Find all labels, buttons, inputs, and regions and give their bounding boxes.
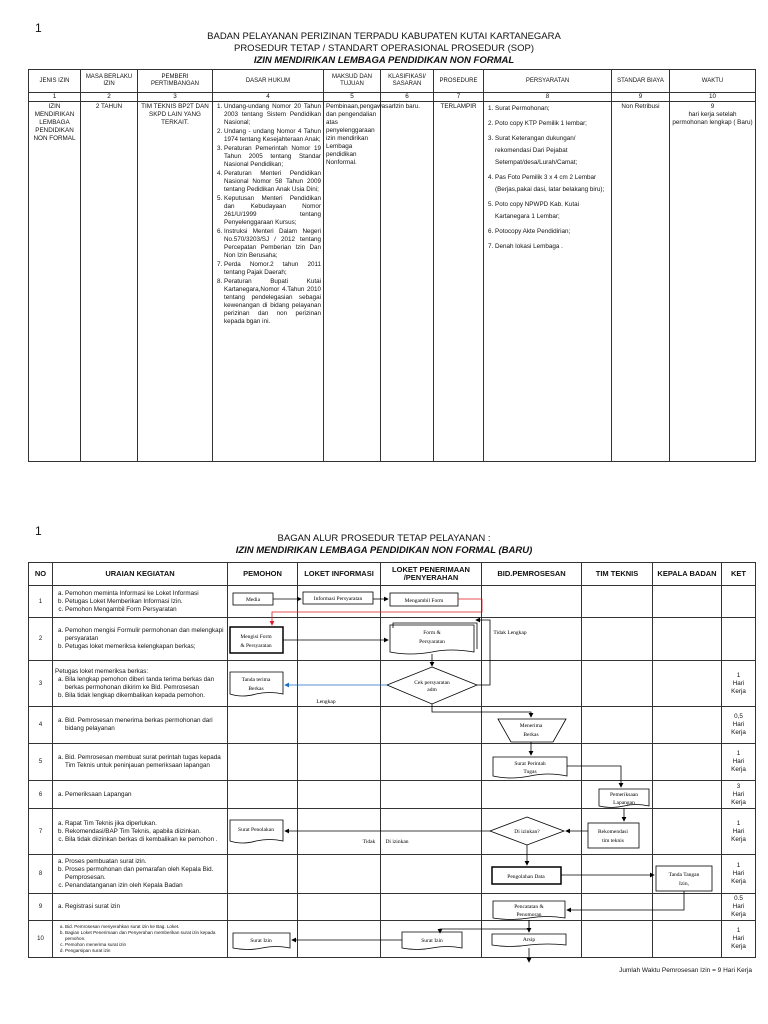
list-item: 6. Instruksi Menteri Dalam Negeri No.570/3203/SJ / 2012 tentang Percepatan Pemberian Izin Dan Non Izin Berusaha;: [224, 228, 321, 260]
col-number: 7: [434, 93, 484, 102]
pemeriksaan-label-2: Lapangan: [613, 800, 635, 806]
col-waktu: WAKTU: [670, 70, 756, 93]
uraian-item: b. Bila tidak lengkap dikembalikan kepada pemohon.: [65, 692, 225, 700]
flow-title: BAGAN ALUR PROSEDUR TETAP PELAYANAN :: [277, 533, 491, 544]
uraian-item: b. Rekomendasi/BAP Tim Teknis, apabila diizinkan.: [65, 828, 225, 836]
jenis-izin-cell: IZIN MENDIRIKAN LEMBAGA PENDIDIKAN NON FORMAL: [29, 102, 81, 462]
page-number: 1: [35, 524, 42, 538]
ket-line: Kerja: [731, 687, 746, 695]
uraian-item: a. Bid. Pemrosesan menyerahkan surat izin ke Bag. Loket.: [65, 924, 225, 930]
ket-line: 1: [736, 862, 741, 869]
ket-line: 1: [736, 750, 741, 757]
col-number: 3: [138, 93, 213, 102]
col-klasifikasi: KLASIFIKASI/ SASARAN: [381, 70, 434, 93]
ket-line: 0.5: [734, 895, 743, 902]
tidak-label: Tidak: [362, 839, 376, 845]
uraian-item: c. Pemohon Mengambil Form Persyaratan: [65, 606, 225, 614]
agency-title: BADAN PELAYANAN PERIZINAN TERPADU KABUPATEN KUTAI KARTANEGARA: [207, 31, 561, 42]
uraian-item: d. Pengarsipan surat izin: [65, 948, 225, 954]
ket-line: Hari: [732, 758, 745, 765]
ket-line: 1: [736, 819, 741, 827]
informasi-label: Informasi Persyaratan: [313, 596, 363, 602]
uraian-intro: Petugas loket memeriksa berkas:: [55, 667, 149, 675]
uraian-item: b. Petugas Loket Memberikan Informasi Izin.: [65, 598, 225, 606]
di-izinkan-label: Di izinkan: [385, 839, 409, 845]
pengolahan-label: Pengolahan Data: [507, 874, 545, 880]
list-item: 6. Potocopy Akte Pendidirian;: [495, 226, 609, 238]
surat-izin-pemohon-label: Surat Izin: [250, 938, 272, 944]
col-kepala-badan: KEPALA BADAN: [653, 563, 722, 586]
ket-line: Kerja: [731, 878, 746, 885]
waktu-number: 9: [710, 103, 715, 110]
surat-izin-loket-label: Surat Izin: [421, 938, 443, 944]
permit-title: IZIN MENDIRIKAN LEMBAGA PENDIDIKAN NON FORMAL: [253, 55, 515, 66]
uraian-item: a. Bid. Pemrosesan membuat surat perintah tugas kepada Tim Teknis untuk peninjauan pemeriksaan lapangan: [65, 754, 225, 770]
tidak-lengkap-label: Tidak Lengkap: [493, 630, 527, 636]
list-item: 4. Pas Foto Pemilik 3 x 4 cm 2 Lembar (Berjas,pakai dasi, latar belakang biru);: [495, 172, 609, 196]
col-loket-informasi: LOKET INFORMASI: [298, 563, 381, 586]
col-uraian: URAIAN KEGIATAN: [53, 563, 228, 586]
ket-line: Kerja: [731, 911, 746, 918]
col-pemberi: PEMBERI PERTIMBANGAN: [138, 70, 213, 93]
mengambil-label: Mengambil Form: [404, 598, 444, 604]
mengisi-label-2: & Persyaratan: [240, 643, 272, 649]
ket-line: Kerja: [731, 766, 746, 773]
col-no: NO: [29, 563, 53, 586]
arsip-label: Arsip: [522, 937, 536, 943]
col-number: 4: [213, 93, 324, 102]
col-number: 1: [29, 93, 81, 102]
mengisi-form-box: [230, 627, 283, 653]
col-number: 5: [324, 93, 381, 102]
list-item: 1. Surat Permohonan;: [495, 103, 609, 115]
ket-line: Hari: [732, 903, 745, 910]
masa-berlaku-cell: 2 TAHUN: [81, 102, 138, 462]
flow-subtitle: IZIN MENDIRIKAN LEMBAGA PENDIDIKAN NON FORMAL (BARU): [235, 545, 533, 556]
uraian-item: a. Bila lengkap pemohon diberi tanda terima berkas dan berkas permohonan dikirim ke Bid. Pemrosesan: [65, 676, 225, 692]
uraian-item: a. Proses pembuatan surat izin.: [65, 858, 225, 866]
ket-line: Kerja: [731, 835, 746, 843]
list-item: 2. Poto copy KTP Pemilik 1 lembar;: [495, 118, 609, 130]
list-item: 3. Surat Keterangan dukungan/ rekomendasi Dari Pejabat Setempat/desa/Lurah/Camat;: [495, 133, 609, 169]
list-item: 4. Peraturan Menteri Pendidikan Nasional Nomor 58 Tahun 2009 tentang Pedidikan Anak Usia Dini;: [224, 170, 321, 194]
row-number: 2: [29, 618, 53, 661]
menerima-label-1: Menerima: [519, 723, 543, 729]
list-item: 7. Perda Nomor.2 tahun 2011 tentang Pajak Daerah;: [224, 261, 321, 277]
list-item: 5. Keputusan Menteri Pendidikan dan Kebudayaan Nomor 261/U/1999 tentang Penyelenggaraan Kursus;: [224, 195, 321, 227]
media-label: Media: [245, 597, 261, 603]
col-maksud: MAKSUD DAN TUJUAN: [324, 70, 381, 93]
surat-perintah-label-1: Surat Perintah: [514, 761, 546, 767]
col-pemohon: PEMOHON: [228, 563, 298, 586]
lengkap-label: Lengkap: [316, 699, 336, 705]
uraian-item: c. Pemohon menerima surat izin: [65, 942, 225, 948]
tanda-tangan-label-2: Izin,: [679, 881, 689, 887]
ket-line: 3: [736, 782, 741, 790]
row-number: 8: [29, 855, 53, 894]
row-number: 4: [29, 707, 53, 744]
ket-line: Hari: [732, 870, 745, 877]
maksud-cell: Pembinaan,pengawasan dan pengendalian atas penyelenggaraan izin mendirikan Lembaga pendidikan Nonformal.: [324, 102, 381, 462]
ket-line: Hari: [732, 721, 745, 728]
uraian-item: c. Bila tidak diizinkan berkas di kembalikan ke pemohon .: [65, 836, 225, 844]
tanda-terima-label-1: Tanda terima: [241, 677, 271, 683]
menerima-label-2: Berkas: [523, 732, 539, 738]
uraian-item: a. Bid. Pemrosesan menerima berkas permohonan dari bidang pelayanan: [65, 717, 225, 733]
row-number: 5: [29, 744, 53, 781]
ket-line: Kerja: [731, 729, 746, 736]
row-number: 1: [29, 586, 53, 618]
uraian-item: a. Pemeriksaan Lapangan: [65, 791, 225, 799]
ket-line: 1: [736, 671, 741, 679]
rekomendasi-box: [588, 823, 639, 848]
klasifikasi-cell: Izin baru.: [381, 102, 434, 462]
mengisi-label-1: Mengisi Form: [240, 634, 272, 640]
tanda-tangan-label-1: Tanda Tangan: [668, 872, 700, 878]
col-number: 9: [612, 93, 670, 102]
col-dasar-hukum: DASAR HUKUM: [213, 70, 324, 93]
list-item: 3. Peraturan Pemerintah Nomor 19 Tahun 2005 tentang Standar Nasional Pendidikan;: [224, 145, 321, 169]
red-flow-line: [272, 599, 482, 625]
cek-label-1: Cek persyaratan: [414, 680, 450, 686]
list-item: 7. Denah lokasi Lembaga .: [495, 241, 609, 253]
form-label-1: Form &: [423, 630, 441, 636]
row-number: 6: [29, 781, 53, 809]
col-number: 10: [670, 93, 756, 102]
col-jenis-izin: JENIS IZIN: [29, 70, 81, 93]
ket-line: 0,5: [734, 713, 743, 720]
uraian-item: a. Pemohon meminta Informasi ke Loket Informasi: [65, 590, 225, 598]
sop-title: PROSEDUR TETAP / STANDART OPERASIONAL PROSEDUR (SOP): [233, 43, 534, 54]
surat-perintah-label-2: Tugas: [523, 769, 537, 775]
pencatatan-label-2: Penomoran: [516, 912, 542, 918]
total-time-note: Jumlah Waktu Pemrosesan Izin = 9 Hari Kerja: [619, 967, 752, 974]
uraian-item: c. Penandatanganan izin oleh Kepala Badan: [65, 882, 225, 890]
col-tim-teknis: TIM TEKNIS: [582, 563, 653, 586]
col-standar-biaya: STANDAR BIAYA: [612, 70, 670, 93]
page-number: 1: [35, 21, 42, 35]
pemberi-cell: TIM TEKNIS BP2T DAN SKPD LAIN YANG TERKAIT.: [138, 102, 213, 462]
form-label-2: Persyaratan: [419, 639, 445, 645]
col-number: 2: [81, 93, 138, 102]
uraian-item: b. Petugas loket memeriksa kelengkapan berkas;: [65, 643, 225, 651]
col-bid-pemrosesan: BID.PEMROSESAN: [482, 563, 582, 586]
col-prosedure: PROSEDURE: [434, 70, 484, 93]
list-item: 2. Undang - undang Nomor 4 Tahun 1974 tentang Kesejahteraan Anak;: [224, 128, 321, 144]
prosedure-cell: TERLAMPIR: [434, 102, 484, 462]
col-number: 8: [484, 93, 612, 102]
list-item: 8. Peraturan Bupati Kutai Kartanegara,Nomor 4.Tahun 2010 tentang pendelegasian sebagai kewenangan di bidang pelayanan perizinan dan non perizinan kepada bgan ini.: [224, 278, 321, 326]
col-number: 6: [381, 93, 434, 102]
row-number: 3: [29, 661, 53, 707]
cek-label-2: adm: [427, 687, 437, 693]
pencatatan-label-1: Pencatatan &: [514, 904, 544, 910]
row-number: 10: [29, 921, 53, 958]
col-persyaratan: PERSYARATAN: [484, 70, 612, 93]
standar-biaya-cell: Non Retribusi: [612, 102, 670, 462]
list-item: 5. Poto copy NPWPD Kab. Kutai Kartanegara 1 Lembar;: [495, 199, 609, 223]
pemeriksaan-label-1: Pemeriksaan: [609, 792, 639, 798]
izinkan-question-label: Di izinkan?: [514, 829, 540, 835]
col-ket: KET: [722, 563, 756, 586]
col-loket-penerimaan: LOKET PENERIMAAN /PENYERAHAN: [381, 563, 482, 586]
tanda-terima-doc: [230, 672, 283, 696]
ket-line: 1: [736, 927, 741, 934]
col-masa-berlaku: MASA BERLAKU IZIN: [81, 70, 138, 93]
row-number: 7: [29, 809, 53, 855]
row-number: 9: [29, 894, 53, 921]
rekomendasi-label-1: Rekomendasi: [598, 829, 628, 835]
ket-line: Hari: [732, 790, 745, 798]
uraian-item: a. Pemohon mengisi Formulir permohonan dan melengkapi persyaratan: [65, 627, 225, 643]
list-item: 1. Undang-undang Nomor 20 Tahun 2003 tentang Sistem Pendidikan Nasional;: [224, 103, 321, 127]
rekomendasi-label-2: tim teknis: [602, 838, 624, 844]
tanda-tangan-box: [656, 866, 712, 891]
ket-line: Hari: [732, 827, 745, 835]
surat-penolakan-label: Surat Penolakan: [238, 827, 274, 833]
waktu-text: hari kerja setelah permohonan lengkap ( Baru): [672, 111, 753, 126]
uraian-item: b. Proses permohonan dan pemarafan oleh Kepala Bid. Pemprosesan.: [65, 866, 225, 882]
uraian-item: a. Registrasi surat izin: [65, 903, 225, 911]
uraian-item: a. Rapat Tim Teknis jika diperlukan.: [65, 820, 225, 828]
uraian-item: b. Bagian Loket Penerimaan dan Penyerahan memberikan surat izin kepada pemohon.: [65, 930, 225, 942]
ket-line: Hari: [732, 679, 745, 687]
ket-line: Hari: [732, 935, 745, 942]
ket-line: Kerja: [731, 798, 746, 806]
ket-line: Kerja: [731, 943, 746, 950]
tanda-terima-label-2: Berkas: [248, 686, 264, 692]
